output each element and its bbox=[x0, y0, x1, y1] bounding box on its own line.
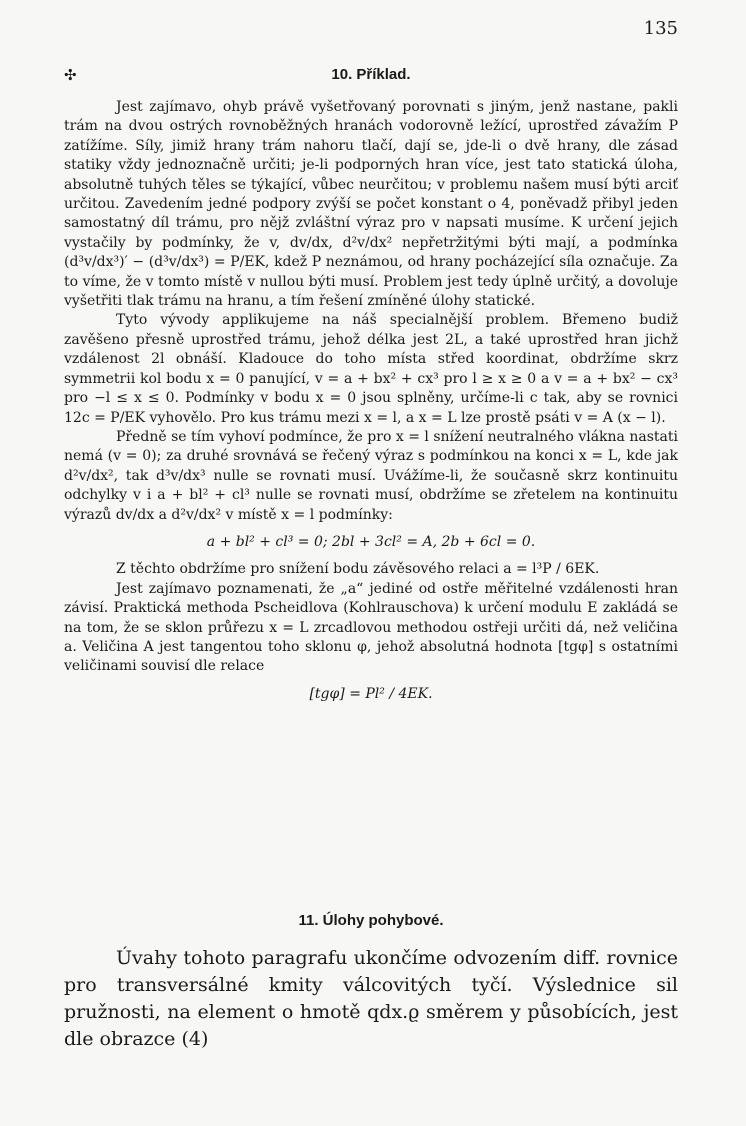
section-11-body bbox=[64, 945, 678, 1053]
paragraph-2: Tyto vývody applikujeme na náš specialnější problem. Břemeno budiž zavěšeno přesně uprostřed trámu, jehož délka jest 2L, a také uprostřed hran jichž vzdálenost 2l obnáší. Kladouce do toho místa střed koordinat, obdržíme skrz symmetrii kol bodu x = 0 panující, v = a + bx² + cx³ pro l ≥ x ≥ 0 a v = a + bx² − cx³ pro −l ≤ x ≤ 0. Podmínky v bodu x = 0 jsou splněny, určíme-li c tak, aby se rovnici 12c = P/EK vyhovělo. Pro kus trámu mezi x = l, a x = L lze prostě psáti v = A (x − l). bbox=[64, 312, 678, 426]
paragraph-3: Předně se tím vyhoví podmínce, že pro x = l snížení neutralného vlákna nastati nemá (v = 0); za druhé srovnává se řečený výraz s podmínkou na konci x = L, kde jak d²v/dx², tak d³v/dx³ nulle se rovnati musí. Uvážíme-li, že současně skrz kontinuitu odchylky v i a + bl² + cl³ nulle se rovnati musí, obdržíme se zřetelem na kontinuitu výrazů dv/dx a d²v/dx² v místě x = l podmínky: bbox=[64, 428, 678, 523]
ornament-icon: ✣ bbox=[64, 66, 77, 84]
section-10-title: 10. Příklad. bbox=[331, 66, 411, 83]
paragraph-4: Z těchto obdržíme pro snížení bodu závěsového relaci a = l³P / 6EK. bbox=[116, 561, 600, 578]
page-number: 135 bbox=[643, 18, 678, 39]
section-10-body bbox=[64, 98, 678, 712]
equation-1: a + bl² + cl³ = 0; 2bl + 3cl² = A, 2b + 6cl = 0. bbox=[206, 533, 536, 550]
equation-2: [tgφ] = Pl² / 4EK. bbox=[309, 685, 433, 702]
section-11-title: 11. Úlohy pohybové. bbox=[298, 912, 444, 929]
paragraph-1: Jest zajímavo, ohyb právě vyšetřovaný porovnati s jiným, jenž nastane, pakli trám na dvou ostrých rovnoběžných hranách vodorovně ležící, uprostřed závažím P zatížíme. Síly, jimiž hrany trám nahoru tlačí, dají se, jde-li o dvě hrany, dle zásad statiky vždy jednoznačně určiti; je-li podporných hran více, jest tato statická úloha, absolutně tuhých těles se týkající, vůbec neurčitou; v problemu našem musí býti arciť určitou. Zavedením jedné podpory zvýší se počet konstant o 4, poněvadž přibyl jeden samostatný díl trámu, pro nějž zvláštní výraz pro v napsati musíme. K určení jejich vystačily by podmínky, že v, dv/dx, d²v/dx² nepřetržitými býti mají, a podmínka (d³v/dx³)′ − (d³v/dx³) = P/EK, kdež P neznámou, od hrany pocházející síla označuje. Za to víme, že v tomto místě v nullou býti musí. Problem jest tedy úplně určitý, a dovoluje vyšetřiti tlak trámu na hranu, a tím řešení zmíněné úlohy statické. bbox=[64, 99, 678, 310]
paragraph-6: Úvahy tohoto paragrafu ukončíme odvozením diff. rovnice pro transversálné kmity válcovitých tyčí. Výslednice sil pružnosti, na element o hmotě qdx.ϱ směrem y působících, jest dle obrazce (4) bbox=[64, 947, 678, 1050]
paragraph-5: Jest zajímavo poznamenati, že „a“ jediné od ostře měřitelné vzdálenosti hran závisí. Praktická methoda Pscheidlova (Kohlrauschova) k určení modulu E zakládá se na tom, že se sklon průřezu x = L zrcadlovou methodou ostřeji určiti dá, než veličina a. Veličina A jest tangentou toho sklonu φ, jehož absolutná hodnota [tgφ] s ostatními veličinami souvisí dle relace bbox=[64, 580, 678, 675]
